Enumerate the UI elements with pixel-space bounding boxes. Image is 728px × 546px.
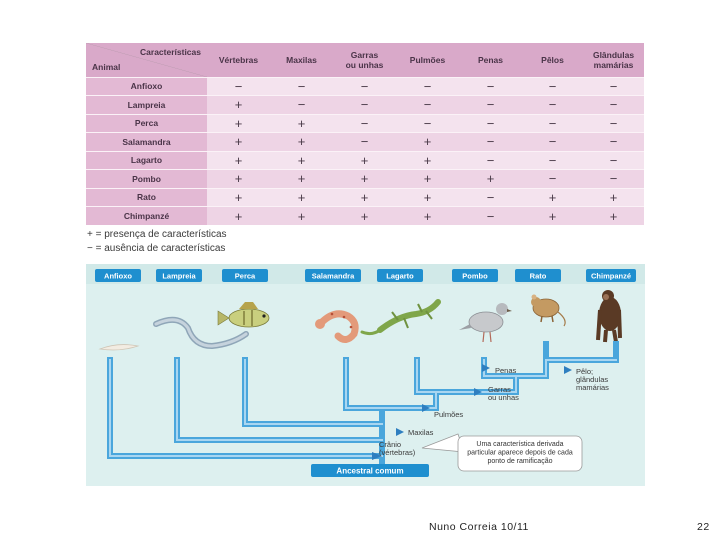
- trait-mark-cell: +: [522, 207, 583, 226]
- chimpanze-illustration: [598, 290, 621, 342]
- trait-mark-cell: +: [333, 188, 396, 207]
- trait-mark-cell: +: [333, 170, 396, 189]
- table-row: [86, 151, 644, 170]
- taxon-label: Chimpanzé: [590, 271, 632, 281]
- trait-mark-cell: +: [396, 133, 459, 152]
- trait-mark-cell: −: [583, 133, 644, 152]
- column-header-5: Pêlos: [541, 54, 564, 65]
- trait-mark-cell: +: [396, 151, 459, 170]
- legend-plus: + = presença de características: [87, 229, 227, 240]
- perca-illustration: [218, 302, 269, 327]
- trait-label-cranio: Crânio (vértebras): [379, 440, 416, 457]
- column-header-3: Pulmões: [409, 54, 446, 65]
- trait-mark-cell: +: [583, 207, 644, 226]
- taxon-label: Anfioxo: [104, 271, 132, 281]
- trait-mark-cell: −: [583, 170, 644, 189]
- taxon-label: Pombo: [462, 271, 488, 281]
- trait-table-body: [86, 77, 644, 225]
- animal-name-cell: Chimpanzé: [86, 207, 207, 226]
- animal-name-cell: Anfioxo: [86, 77, 207, 96]
- trait-mark-cell: +: [396, 170, 459, 189]
- trait-mark-cell: −: [583, 114, 644, 133]
- trait-mark-cell: +: [333, 207, 396, 226]
- trait-mark-cell: +: [207, 207, 270, 226]
- table-row: [86, 96, 644, 115]
- trait-mark-cell: −: [459, 96, 522, 115]
- anfioxo-illustration: [100, 345, 138, 350]
- column-header-6: Glândulas mamárias: [592, 49, 635, 70]
- trait-label-maxilas: Maxilas: [408, 428, 434, 437]
- trait-mark-cell: −: [522, 96, 583, 115]
- taxon-label: Perca: [234, 271, 256, 281]
- animal-name-cell: Perca: [86, 114, 207, 133]
- animal-name-cell: Rato: [86, 188, 207, 207]
- trait-mark-cell: +: [583, 188, 644, 207]
- trait-mark-cell: +: [270, 170, 333, 189]
- taxon-label: Lampreia: [162, 271, 196, 281]
- rato-illustration: [531, 295, 565, 327]
- footer-author: Nuno Correia 10/11: [429, 521, 529, 533]
- trait-mark-cell: +: [207, 151, 270, 170]
- table-corner-cell: [86, 43, 207, 77]
- trait-mark-cell: +: [270, 114, 333, 133]
- trait-mark-cell: −: [459, 77, 522, 96]
- trait-mark-cell: −: [333, 133, 396, 152]
- taxon-label: Lagarto: [386, 271, 414, 281]
- table-row: [86, 77, 644, 96]
- trait-mark-cell: −: [270, 96, 333, 115]
- trait-mark-cell: −: [396, 114, 459, 133]
- legend-minus: − = ausência de características: [87, 243, 226, 254]
- trait-mark-cell: −: [459, 207, 522, 226]
- trait-mark-cell: −: [459, 114, 522, 133]
- animal-name-cell: Lampreia: [86, 96, 207, 115]
- animal-name-cell: Lagarto: [86, 151, 207, 170]
- cladogram-svg: [86, 264, 645, 486]
- column-header-4: Penas: [477, 54, 504, 65]
- animal-name-cell: Pombo: [86, 170, 207, 189]
- trait-mark-cell: −: [583, 151, 644, 170]
- animal-name-cell: Salamandra: [86, 133, 207, 152]
- trait-mark-cell: +: [459, 170, 522, 189]
- trait-mark-cell: +: [270, 207, 333, 226]
- trait-mark-cell: +: [207, 114, 270, 133]
- trait-mark-cell: −: [333, 114, 396, 133]
- trait-mark-cell: −: [522, 151, 583, 170]
- trait-label-pulmoes: Pulmões: [434, 410, 464, 419]
- trait-mark-cell: +: [333, 151, 396, 170]
- callout-text: Uma característica derivada particular aparece depois de cada ponto de ramificação: [467, 441, 573, 465]
- trait-mark-cell: −: [459, 188, 522, 207]
- table-row: [86, 114, 644, 133]
- ancestor-label: Ancestral comum: [336, 466, 404, 476]
- trait-mark-cell: +: [522, 188, 583, 207]
- trait-mark-cell: −: [522, 114, 583, 133]
- trait-mark-cell: −: [583, 96, 644, 115]
- table-header-row: [86, 43, 644, 77]
- trait-mark-cell: −: [583, 77, 644, 96]
- trait-table: [86, 43, 644, 225]
- trait-mark-cell: +: [270, 151, 333, 170]
- trait-label-garras: Garras ou unhas: [488, 385, 519, 402]
- trait-mark-cell: +: [207, 170, 270, 189]
- trait-mark-cell: −: [396, 96, 459, 115]
- column-header-0: Vértebras: [218, 54, 259, 65]
- trait-mark-cell: −: [522, 77, 583, 96]
- salamandra-illustration: [315, 313, 355, 340]
- trait-mark-cell: +: [270, 188, 333, 207]
- cladogram-panel: [86, 264, 645, 486]
- table-row: [86, 207, 644, 226]
- trait-mark-cell: +: [207, 133, 270, 152]
- table-row: [86, 170, 644, 189]
- table-row: [86, 188, 644, 207]
- trait-mark-cell: −: [207, 77, 270, 96]
- trait-mark-cell: −: [333, 77, 396, 96]
- trait-mark-cell: −: [396, 77, 459, 96]
- trait-mark-cell: −: [459, 151, 522, 170]
- corner-label-animal: Animal: [92, 61, 121, 72]
- taxon-label: Salamandra: [311, 271, 355, 281]
- trait-mark-cell: −: [522, 133, 583, 152]
- lampreia-illustration: [156, 320, 246, 346]
- trait-mark-cell: −: [522, 170, 583, 189]
- trait-mark-cell: +: [396, 207, 459, 226]
- table-row: [86, 133, 644, 152]
- trait-mark-cell: +: [207, 188, 270, 207]
- page-number: 22: [697, 521, 710, 533]
- trait-label-penas: Penas: [495, 366, 517, 375]
- trait-mark-cell: +: [207, 96, 270, 115]
- column-header-1: Maxilas: [286, 54, 317, 65]
- trait-label-pelo: Pêlo; glândulas mamárias: [576, 367, 609, 392]
- trait-mark-cell: +: [270, 133, 333, 152]
- trait-mark-cell: −: [333, 96, 396, 115]
- trait-mark-cell: −: [459, 133, 522, 152]
- trait-mark-cell: −: [270, 77, 333, 96]
- lagarto-illustration: [362, 302, 438, 334]
- column-header-2: Garras ou unhas: [345, 49, 384, 70]
- taxon-label: Rato: [529, 271, 547, 281]
- trait-mark-cell: +: [396, 188, 459, 207]
- pombo-illustration: [459, 303, 512, 342]
- corner-label-characteristics: Características: [140, 47, 201, 57]
